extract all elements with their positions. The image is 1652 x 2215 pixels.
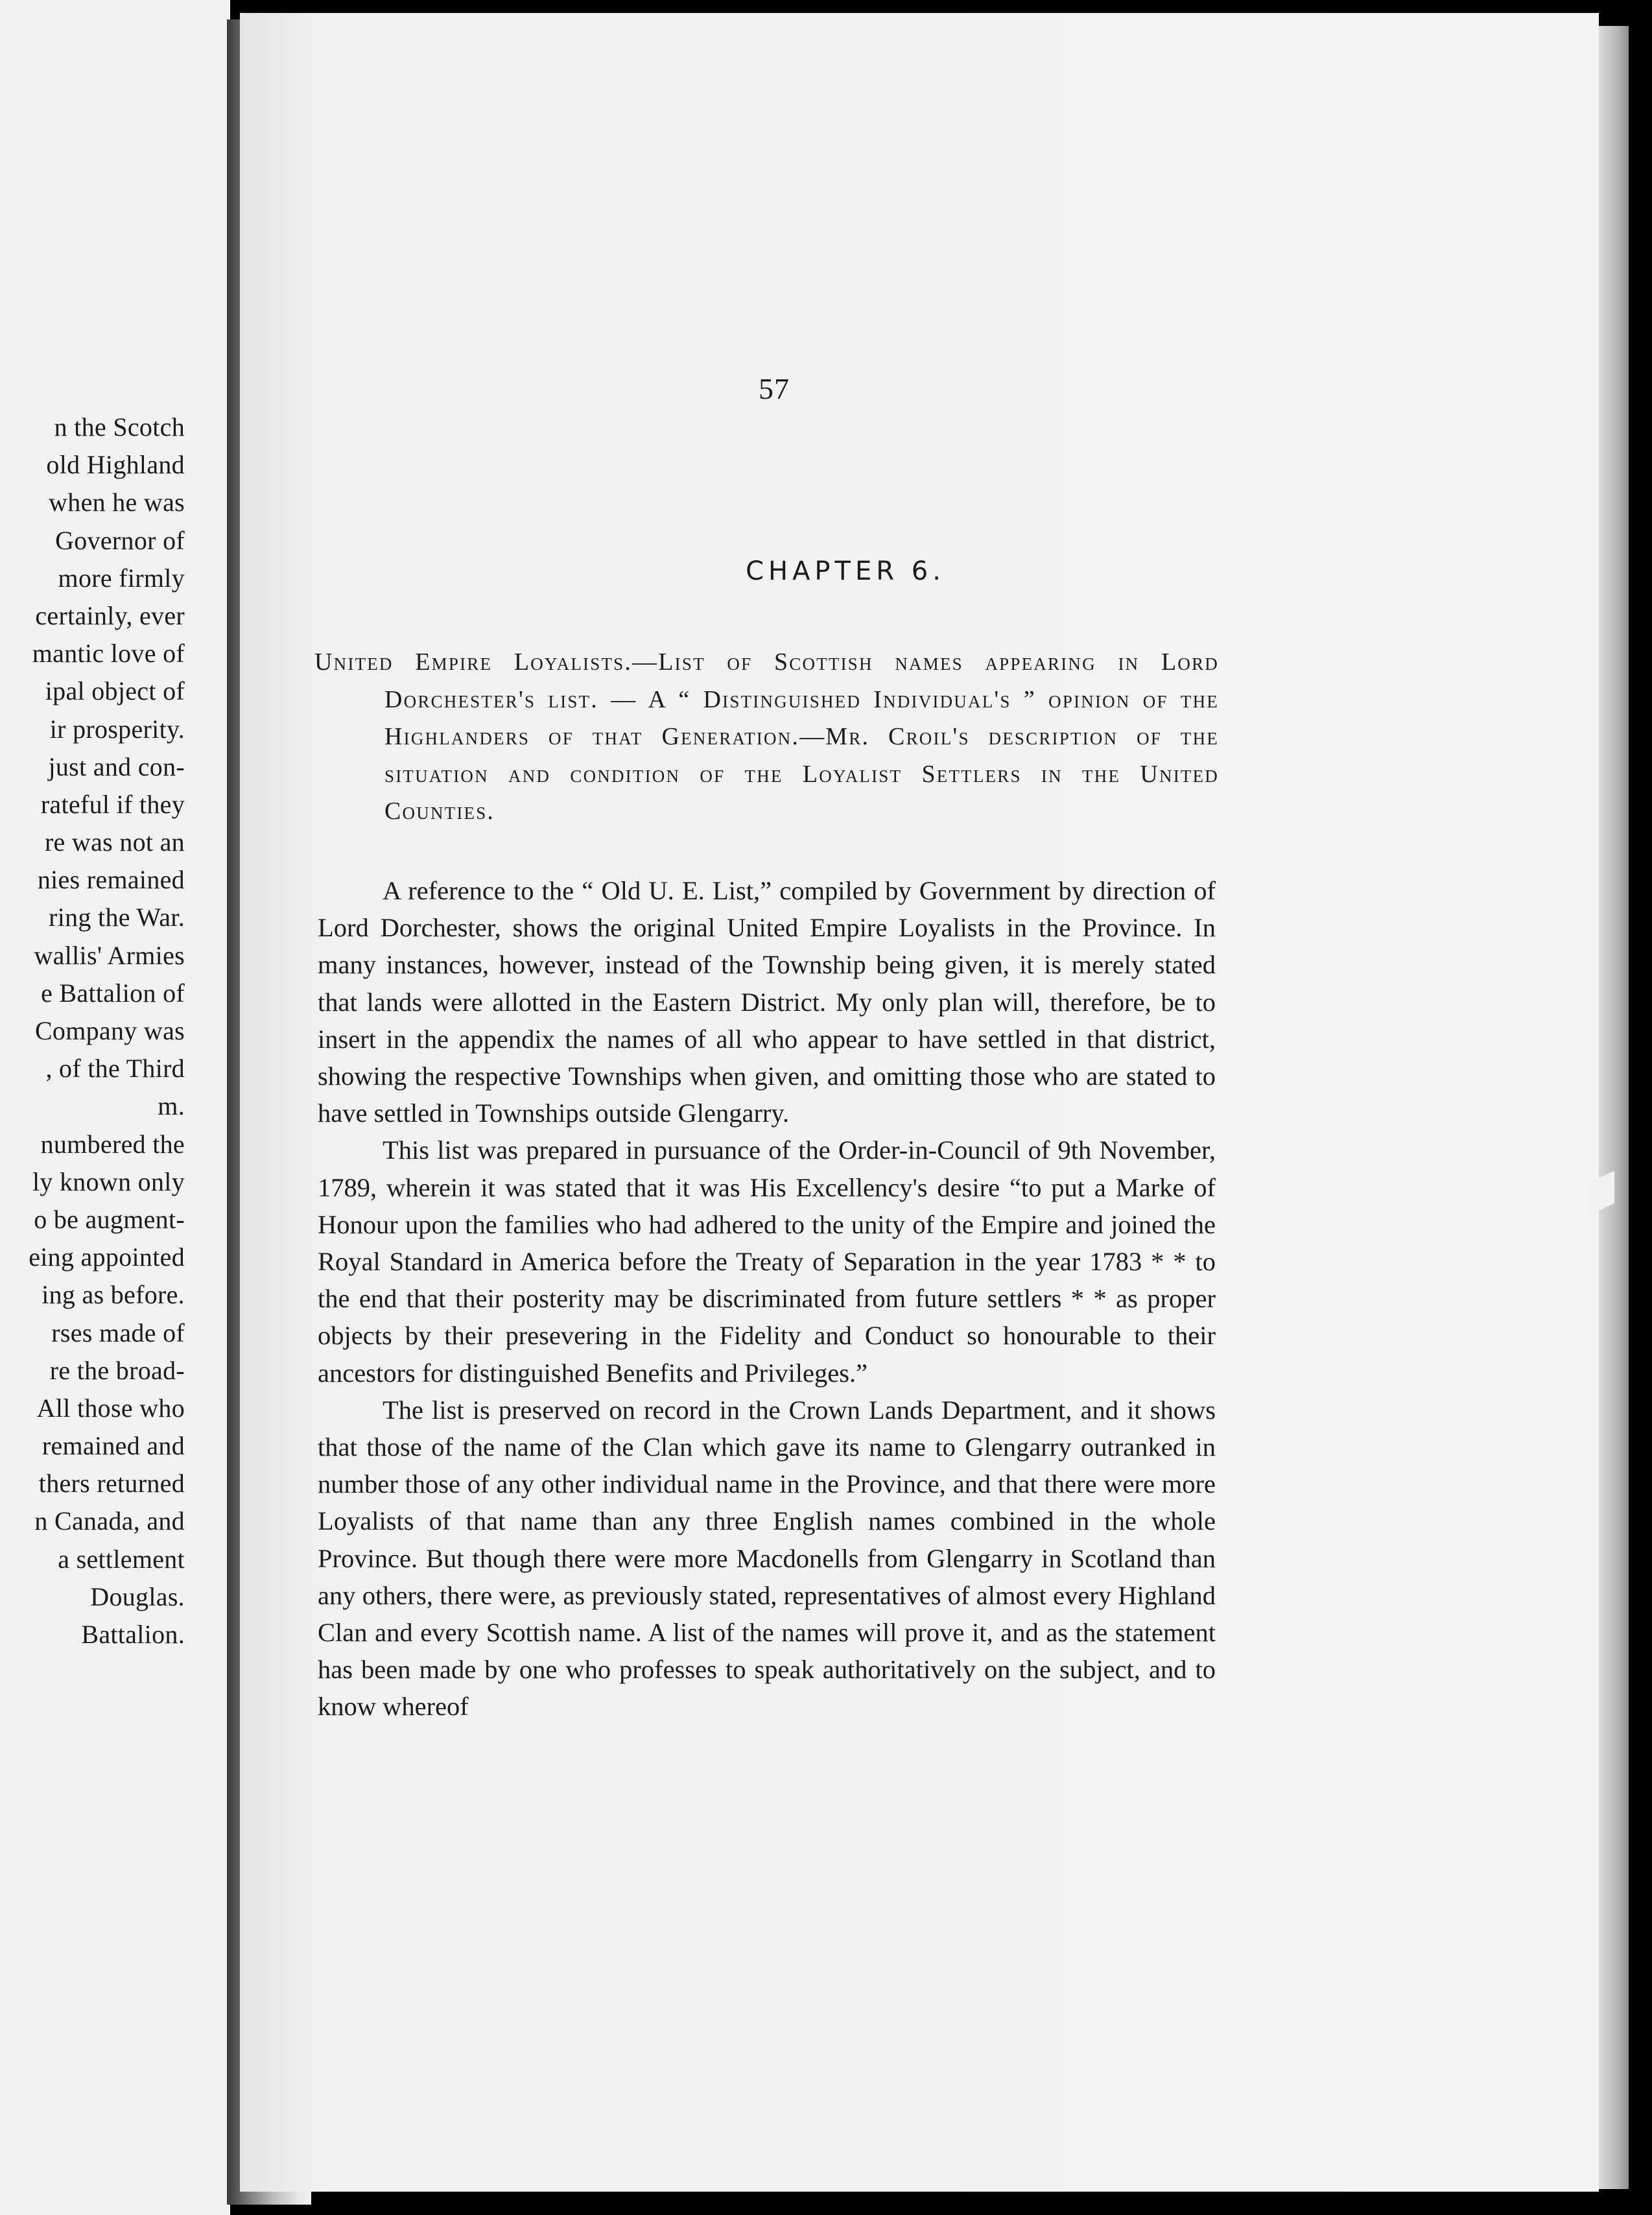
paragraph: A reference to the “ Old U. E. List,” compiled by Government by direction of Lord Dorchester, shows the original United Empire Loyalists in the Province. In many instances, however, instead of the Township being given, it is merely stated that lands were allotted in the Eastern District. My only plan will, therefore, be to insert in the appendix the names of all who appear to have settled in that district, showing the respective Townships when given, and omitting those who are stated to have settled in Townships outside Glengarry. [318, 876, 1216, 1128]
paragraph: This list was prepared in pursuance of the Order-in-Council of 9th November, 1789, wherein it was stated that it was His Excellency's desire “to put a Marke of Honour upon the families who had adhered to the unity of the Empire and joined the Royal Standard in America before the Treaty of Separation in the year 1783 * * to the end that their posterity may be discriminated from future settlers * * as proper objects by their presevering in the Fidelity and Conduct so honourable to their ancestors for distinguished Benefits and Privileges.” [318, 1135, 1216, 1388]
left-page-line: Governor of [55, 525, 185, 555]
left-page-line: eing appointed [29, 1242, 185, 1272]
left-page-line: rateful if they [40, 789, 185, 819]
body-text [318, 872, 1216, 1725]
left-page-line: e Battalion of [41, 978, 185, 1008]
left-page-line: All those who [36, 1393, 185, 1423]
left-page-line: more firmly [58, 563, 185, 593]
left-page-line: certainly, ever [35, 600, 185, 630]
left-facing-page [0, 0, 230, 2215]
left-page-line: mantic love of [32, 639, 185, 669]
left-page-line: rses made of [51, 1318, 185, 1347]
left-page-line: ing as before. [41, 1280, 185, 1310]
left-page-line: Company was [34, 1016, 185, 1045]
left-page-line: when he was [49, 488, 185, 517]
left-page-line: remained and [41, 1431, 185, 1461]
chapter-heading: CHAPTER 6. [746, 556, 945, 586]
left-page-line: n the Scotch [54, 412, 185, 442]
left-page-line: thers returned [38, 1469, 185, 1498]
left-page-line: o be augment- [34, 1204, 185, 1234]
left-page-line: n Canada, and [34, 1506, 185, 1536]
paragraph: The list is preserved on record in the Crown Lands Department, and it shows that those of the name of the Clan which gave its name to Glengarry outranked in number those of any other individual name in the Province, and that there were more Loyalists of that name than any three English names combined in the whole Province. But though there were more Macdonells from Glengarry in Scotland than any others, there were, as previously stated, representatives of almost every Highland Clan and every Scottish name. A list of the names will prove it, and as the statement has been made by one who professes to speak authoritatively on the subject, and to know whereof [318, 1395, 1216, 1722]
left-page-line: ipal object of [45, 676, 185, 706]
left-page-line: ring the War. [49, 903, 185, 932]
left-page-line: Battalion. [81, 1620, 185, 1649]
left-page-line: re was not an [44, 827, 185, 857]
left-page-line: ir prosperity. [49, 714, 185, 744]
left-page-text [0, 409, 185, 1653]
left-page-line: ly known only [32, 1167, 185, 1196]
left-page-line: wallis' Armies [34, 940, 185, 970]
left-page-line: , of the Third [45, 1054, 185, 1084]
left-page-line: nies remained [37, 865, 185, 895]
left-page-line: numbered the [40, 1129, 185, 1159]
left-page-line: re the broad- [49, 1355, 185, 1385]
left-page-line: Douglas. [90, 1581, 185, 1611]
left-page-line: a settlement [58, 1544, 185, 1574]
left-page-line: m. [158, 1091, 185, 1121]
left-page-line: just and con- [48, 752, 185, 781]
page-edge [1599, 26, 1629, 2189]
left-page-line: old Highland [46, 450, 185, 480]
chapter-summary: United Empire Loyalists.—List of Scottish names appearing in Lord Dorchester's list. — A “ Distinguished Individual's ” opinion of the Highlanders of that Generation.—Mr. Croil's description of the situation and condition of the Loyalist Settlers in the United Counties. [314, 648, 1219, 825]
page-number: 57 [759, 372, 790, 405]
